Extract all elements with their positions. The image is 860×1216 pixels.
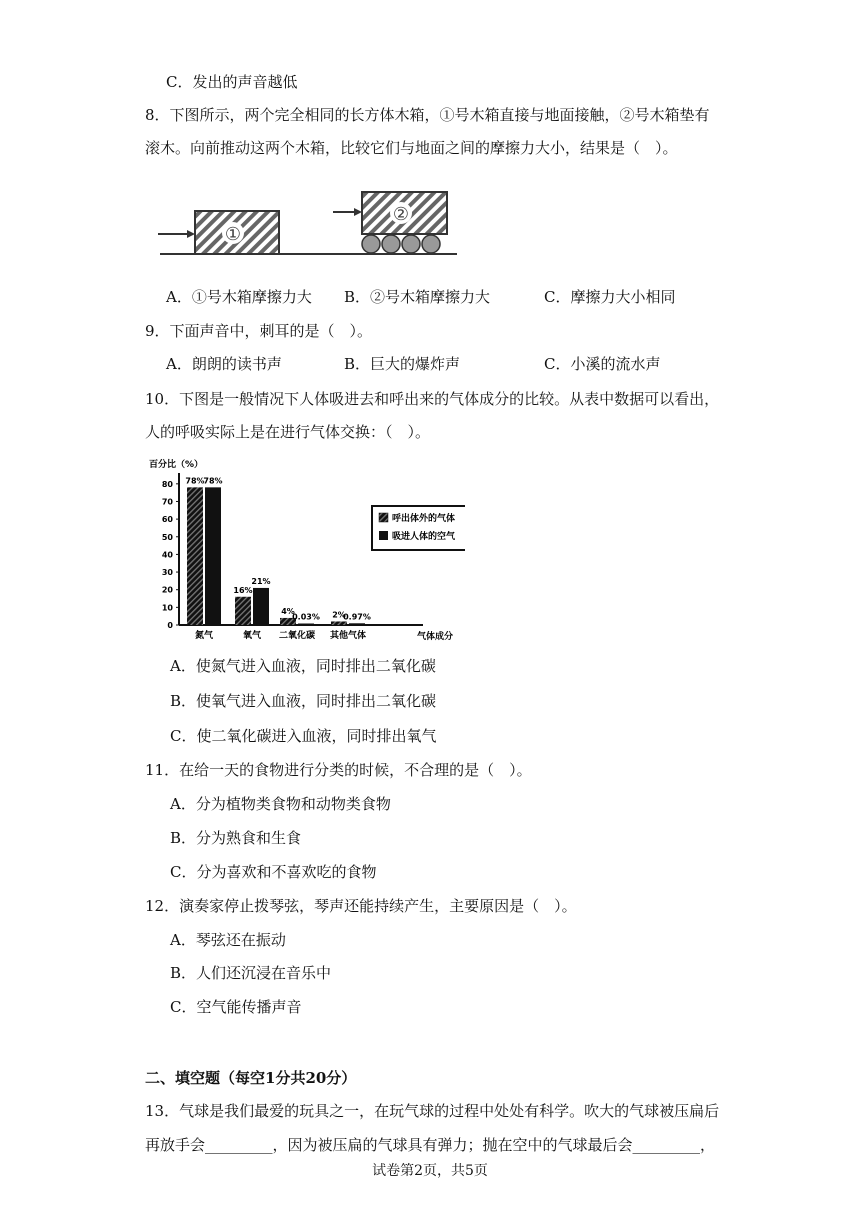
bar-inhaled — [253, 588, 269, 625]
q12-option-a: A．琴弦还在振动 — [170, 931, 286, 949]
push-arrow-1-head — [187, 230, 195, 238]
q7-option-c: C．发出的声音越低 — [166, 73, 298, 91]
push-arrow-2-head — [354, 208, 362, 216]
q10-text-line1: 10．下图是一般情况下人体吸进去和呼出来的气体成分的比较。从表中数据可以看出， — [145, 390, 720, 408]
x-category-label: 氮气 — [194, 631, 214, 641]
q10-option-b: B．使氧气进入血液，同时排出二氧化碳 — [170, 692, 437, 710]
q8-option-a: A．①号木箱摩擦力大 — [166, 288, 312, 306]
y-tick-label: 20 — [161, 585, 173, 595]
bar-value-label: 16% — [233, 585, 253, 595]
q11-option-a: A．分为植物类食物和动物类食物 — [170, 795, 391, 813]
gas-composition-chart — [145, 455, 465, 645]
bar-value-label: 78% — [203, 476, 223, 486]
x-category-label: 氧气 — [242, 631, 262, 641]
x-category-label: 二氧化碳 — [278, 631, 316, 641]
q9-text: 9．下面声音中，刺耳的是（ ）。 — [145, 322, 373, 340]
chart-legend — [372, 506, 465, 550]
bar-value-label: 2% — [332, 610, 346, 620]
q10-option-a: A．使氮气进入血液，同时排出二氧化碳 — [170, 657, 436, 675]
bar-exhaled — [331, 621, 347, 625]
q12-text: 12．演奏家停止拨琴弦，琴声还能持续产生，主要原因是（ ）。 — [145, 897, 577, 915]
box-2-label: ② — [392, 204, 410, 225]
q12-option-b: B．人们还沉浸在音乐中 — [170, 964, 332, 982]
legend-swatch-inhaled — [379, 531, 388, 540]
page-footer: 试卷第2页，共5页 — [372, 1163, 488, 1179]
q13-text-line2: 再放手会_________，因为被压扁的气球具有弹力；抛在空中的气球最后会_________， — [145, 1136, 716, 1154]
q8-figure-boxes — [155, 186, 475, 270]
chart-xlabel: 气体成分 — [416, 632, 454, 642]
q11-option-b: B．分为熟食和生食 — [170, 829, 302, 847]
q8-text-line1: 8．下图所示，两个完全相同的长方体木箱，①号木箱直接与地面接触，②号木箱垫有 — [145, 106, 710, 124]
roller-4 — [422, 235, 440, 253]
bar-inhaled — [298, 624, 314, 626]
q11-option-c: C．分为喜欢和不喜欢吃的食物 — [170, 863, 377, 881]
legend-swatch-exhaled — [379, 513, 388, 522]
q12-option-c: C．空气能传播声音 — [170, 998, 302, 1016]
bar-inhaled — [349, 623, 365, 625]
bar-value-label: 78% — [185, 476, 205, 486]
q9-option-b: B．巨大的爆炸声 — [344, 355, 461, 373]
y-tick-label: 60 — [161, 515, 173, 525]
roller-3 — [402, 235, 420, 253]
q9-option-c: C．小溪的流水声 — [544, 355, 661, 373]
y-tick-label: 30 — [161, 568, 173, 578]
q8-text-line2: 滚木。向前推动这两个木箱，比较它们与地面之间的摩擦力大小，结果是（ ）。 — [145, 139, 678, 157]
bar-inhaled — [205, 487, 221, 625]
legend-label-exhaled: 呼出体外的气体 — [392, 514, 456, 524]
y-tick-label: 40 — [161, 550, 173, 560]
section-2-title: 二、填空题（每空1分共20分） — [145, 1069, 357, 1087]
bar-value-label: 4% — [281, 606, 295, 616]
q11-text: 11．在给一天的食物进行分类的时候，不合理的是（ ）。 — [145, 761, 532, 779]
y-tick-label: 0 — [167, 621, 173, 630]
roller-1 — [362, 235, 380, 253]
y-tick-label: 50 — [161, 532, 173, 542]
bar-exhaled — [187, 487, 203, 625]
q13-text-line1: 13．气球是我们最爱的玩具之一，在玩气球的过程中处处有科学。吹大的气球被压扁后 — [145, 1102, 720, 1120]
q9-option-a: A．朗朗的读书声 — [166, 355, 282, 373]
y-tick-label: 80 — [161, 479, 173, 489]
bar-exhaled — [235, 597, 251, 625]
roller-2 — [382, 235, 400, 253]
y-tick-label: 70 — [161, 497, 173, 507]
x-category-label: 其他气体 — [329, 631, 367, 641]
q8-option-c: C．摩擦力大小相同 — [544, 288, 676, 306]
bar-value-label: 21% — [251, 576, 271, 586]
y-tick-label: 10 — [161, 603, 173, 613]
q10-text-line2: 人的呼吸实际上是在进行气体交换：（ ）。 — [145, 423, 431, 441]
legend-label-inhaled: 吸进人体的空气 — [392, 532, 456, 542]
chart-ylabel: 百分比（%） — [149, 460, 204, 470]
q10-option-c: C．使二氧化碳进入血液，同时排出氧气 — [170, 727, 437, 745]
box-1-label: ① — [224, 224, 242, 245]
bar-value-label: 0.97% — [343, 612, 371, 622]
bar-value-label: 0.03% — [292, 612, 320, 622]
q8-option-b: B．②号木箱摩擦力大 — [344, 288, 491, 306]
